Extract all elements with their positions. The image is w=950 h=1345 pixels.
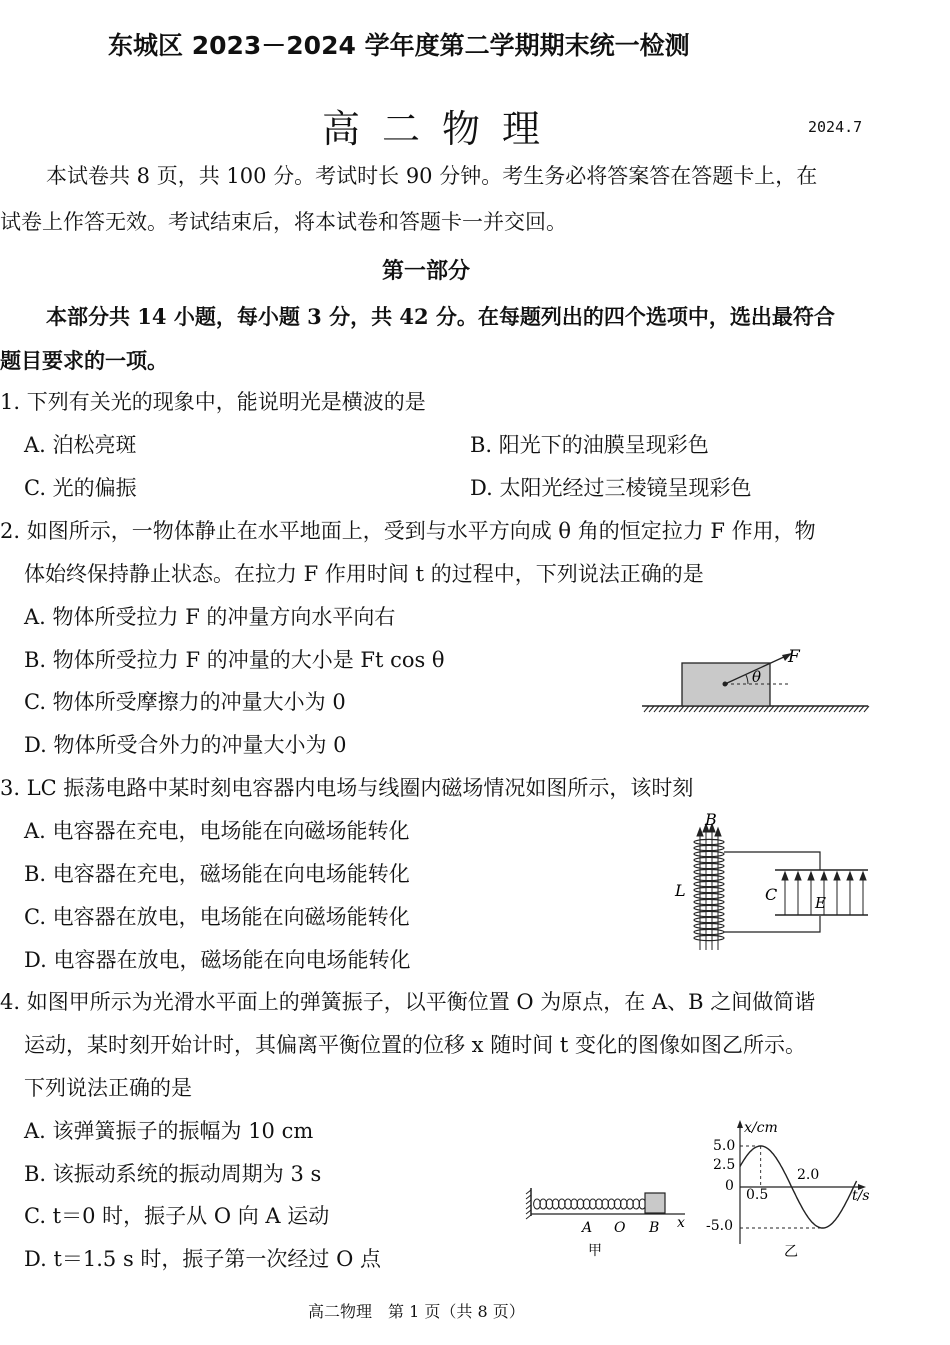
q2-stem-line-1: 2. 如图所示，一物体静止在水平地面上，受到与水平方向成 θ 角的恒定拉力 F 作用，物 [0, 519, 816, 543]
q2-option-a: A. 物体所受拉力 F 的冲量方向水平向右 [24, 605, 396, 629]
point-b-label: B [649, 1220, 660, 1236]
e-label: E [815, 894, 826, 912]
part-heading: 第一部分 [382, 258, 471, 284]
q4-stem-line-3: 下列说法正确的是 [24, 1076, 192, 1100]
q4-option-c: C. t＝0 时，振子从 O 向 A 运动 [24, 1204, 330, 1228]
figure-yi-caption: 乙 [784, 1244, 798, 1260]
point-a-label: A [582, 1220, 593, 1236]
exam-date: 2024.7 [808, 118, 863, 136]
graph-origin-label: 0 [725, 1178, 734, 1194]
graph-x-axis-label: t/s [852, 1188, 870, 1204]
q1-option-a: A. 泊松亮斑 [24, 433, 137, 457]
q2-option-d: D. 物体所受合外力的冲量大小为 0 [24, 733, 347, 757]
q3-stem: 3. LC 振荡电路中某时刻电容器内电场与线圈内磁场情况如图所示，该时刻 [0, 776, 694, 800]
spring [534, 1199, 646, 1209]
x-axis-label: x [677, 1215, 685, 1231]
point-o-label: O [614, 1220, 626, 1236]
q4-option-d: D. t＝1.5 s 时，振子第一次经过 O 点 [24, 1247, 381, 1271]
q4-stem-line-1: 4. 如图甲所示为光滑水平面上的弹簧振子，以平衡位置 O 为原点，在 A、B 之间做简谐 [0, 990, 816, 1014]
figure-jia-caption: 甲 [588, 1243, 602, 1259]
graph-x-tick-2-0: 2.0 [797, 1167, 820, 1183]
angle-label: θ [752, 668, 762, 686]
graph-y-tick-neg-5: -5.0 [706, 1218, 733, 1234]
q3-option-c: C. 电容器在放电，电场能在向磁场能转化 [24, 905, 410, 929]
q3-option-b: B. 电容器在充电，磁场能在向电场能转化 [24, 862, 410, 886]
q4-option-a: A. 该弹簧振子的振幅为 10 cm [24, 1119, 314, 1143]
q1-option-c: C. 光的偏振 [24, 476, 137, 500]
q1-option-b: B. 阳光下的油膜呈现彩色 [470, 433, 709, 457]
graph-y-tick-5: 5.0 [713, 1138, 736, 1154]
q4-spring-oscillator-figure [525, 1180, 695, 1260]
q4-stem-line-2: 运动，某时刻开始计时，其偏离平衡位置的位移 x 随时间 t 变化的图像如图乙所示。 [24, 1033, 806, 1057]
q3-lc-circuit-figure [670, 812, 875, 957]
part-instruction-line-2: 题目要求的一项。 [0, 348, 168, 373]
q1-option-d: D. 太阳光经过三棱镜呈现彩色 [470, 476, 752, 500]
graph-x-tick-0-5: 0.5 [746, 1187, 769, 1203]
graph-y-axis-label: x/cm [744, 1120, 778, 1136]
part-instruction-line-1: 本部分共 14 小题，每小题 3 分，共 42 分。在每题列出的四个选项中，选出最符合 [46, 304, 835, 329]
exam-title: 东城区 2023－2024 学年度第二学期期末统一检测 [108, 31, 690, 60]
subject-title: 高二物理 [322, 107, 563, 151]
page-footer: 高二物理 第 1 页（共 8 页） [308, 1302, 525, 1321]
b-label: B [705, 812, 717, 829]
q3-option-a: A. 电容器在充电，电场能在向磁场能转化 [24, 819, 410, 843]
oscillator-block [645, 1193, 665, 1213]
q4-option-b: B. 该振动系统的振动周期为 3 s [24, 1162, 322, 1186]
c-label: C [765, 885, 778, 904]
q2-stem-line-2: 体始终保持静止状态。在拉力 F 作用时间 t 的过程中，下列说法正确的是 [24, 562, 704, 586]
q3-option-d: D. 电容器在放电，磁场能在向电场能转化 [24, 948, 411, 972]
graph-y-tick-2-5: 2.5 [713, 1157, 736, 1173]
q1-stem: 1. 下列有关光的现象中，能说明光是横波的是 [0, 390, 426, 414]
ground-hatching [642, 706, 869, 712]
l-label: L [675, 881, 686, 900]
q2-option-b: B. 物体所受拉力 F 的冲量的大小是 Ft cos θ [24, 648, 445, 672]
force-label: F [788, 647, 800, 667]
q2-option-c: C. 物体所受摩擦力的冲量大小为 0 [24, 690, 346, 714]
q4-xt-graph [700, 1112, 880, 1262]
intro-line-1: 本试卷共 8 页，共 100 分。考试时长 90 分钟。考生务必将答案答在答题卡上，在 [46, 164, 818, 188]
inductor-coil [694, 839, 724, 940]
q2-figure [640, 640, 875, 720]
intro-line-2: 试卷上作答无效。考试结束后，将本试卷和答题卡一并交回。 [0, 210, 567, 234]
